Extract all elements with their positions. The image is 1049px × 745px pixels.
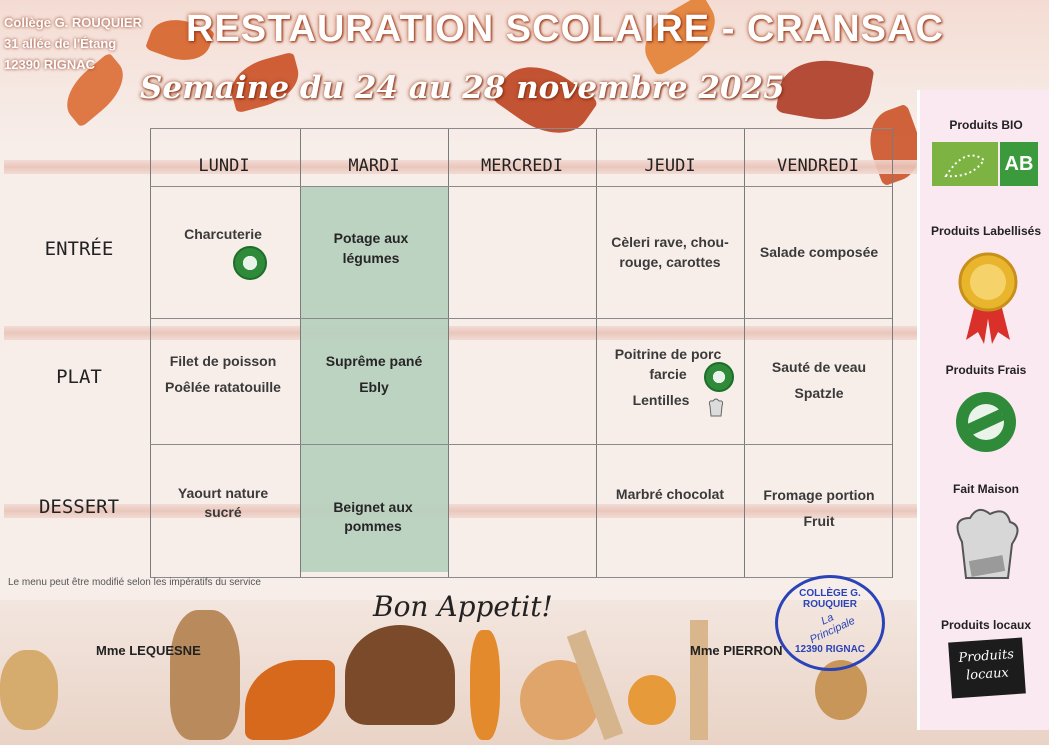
plat-mardi-main: Suprême pané — [325, 353, 423, 369]
plat-lundi-main: Filet de poisson — [169, 353, 277, 369]
entree-jeudi: Cèleri rave, chou-rouge, carottes — [611, 234, 729, 270]
school-address-block — [4, 12, 142, 75]
legend-maison-label: Fait Maison — [952, 482, 1019, 496]
fait-maison-icon — [708, 398, 724, 418]
entree-mardi: Potage aux légumes — [333, 230, 409, 266]
plat-mardi-side: Ebly — [359, 379, 389, 395]
row-label-dessert: DESSERT — [38, 496, 120, 518]
day-header-mercredi: MERCREDI — [481, 156, 563, 176]
dessert-lundi: Yaourt nature sucré — [177, 485, 269, 520]
dessert-vendredi-main: Fromage portion — [763, 487, 875, 503]
school-street: 31 allée de l'Étang — [4, 36, 117, 51]
bon-appetit-text: Bon Appetit! — [373, 590, 553, 623]
row-label-plat: PLAT — [56, 366, 102, 388]
grid-line — [150, 577, 892, 578]
legend-labellises-label: Produits Labellisés — [930, 224, 1042, 238]
plat-vendredi-side: Spatzle — [794, 385, 844, 401]
grid-line — [892, 128, 893, 578]
grid-line — [448, 128, 449, 578]
produit-frais-badge-icon — [954, 390, 1018, 454]
dessert-vendredi-side: Fruit — [803, 513, 835, 529]
day-header-jeudi: JEUDI — [644, 156, 696, 176]
school-city: 12390 RIGNAC — [4, 57, 96, 72]
row-label-entree: ENTRÉE — [44, 238, 114, 260]
plat-lundi — [150, 348, 296, 400]
grid-line — [150, 128, 892, 129]
plat-jeudi-main: Poitrine de porc farcie — [614, 346, 722, 382]
mushroom-decoration — [345, 625, 455, 725]
entree-lundi: Charcuterie — [184, 226, 262, 242]
dessert-vendredi — [746, 482, 892, 534]
grid-line — [150, 318, 892, 319]
medal-icon — [958, 250, 1018, 350]
signature-left: Mme LEQUESNE — [96, 643, 201, 658]
grid-line — [744, 128, 745, 578]
plat-lundi-side: Poêlée ratatouille — [165, 379, 281, 395]
plat-mardi — [301, 348, 447, 400]
produits-locaux-badge: Produits locaux — [948, 637, 1026, 698]
dessert-jeudi: Marbré chocolat — [615, 486, 725, 502]
legend-panel — [917, 90, 1049, 730]
entree-vendredi: Salade composée — [759, 244, 879, 260]
dessert-mardi: Beignet aux pommes — [333, 499, 413, 534]
leaf-decoration — [470, 630, 500, 740]
gourd-decoration — [628, 675, 676, 725]
eu-organic-leaf-icon — [932, 142, 998, 186]
menu-table — [4, 128, 892, 578]
produits-frais-icon — [704, 362, 734, 392]
day-header-vendredi: VENDREDI — [777, 156, 859, 176]
ab-logo-icon: AB — [1000, 142, 1038, 186]
row-divider-band — [4, 326, 924, 340]
legend-frais-label: Produits Frais — [945, 363, 1027, 377]
produits-frais-icon — [233, 246, 267, 280]
week-subtitle: Semaine du 24 au 28 novembre 2025 — [140, 70, 785, 106]
stamp-school-name: COLLÈGE G. ROUQUIER — [799, 588, 861, 610]
stamp-city: 12390 RIGNAC — [794, 644, 866, 655]
signature-right: Mme PIERRON — [690, 643, 783, 658]
day-header-lundi: LUNDI — [198, 156, 250, 176]
grid-line — [150, 444, 892, 445]
plat-vendredi — [746, 354, 892, 406]
grid-line — [150, 186, 892, 187]
day-header-mardi: MARDI — [348, 156, 400, 176]
stamp-role: La Principale — [808, 611, 857, 647]
menu-disclaimer: Le menu peut être modifié selon les impératifs du service — [8, 577, 261, 588]
cone-decoration — [170, 610, 240, 740]
stick-decoration — [690, 620, 708, 740]
legend-locaux-label: Produits locaux — [940, 618, 1032, 632]
legend-bio-label: Produits BIO — [949, 118, 1023, 132]
school-name: Collège G. ROUQUIER — [4, 15, 142, 30]
page-title: RESTAURATION SCOLAIRE - CRANSAC — [186, 8, 944, 50]
chef-hat-icon — [950, 504, 1022, 584]
plat-jeudi-side: Lentilles — [632, 392, 690, 408]
gourd-decoration — [0, 650, 58, 730]
grid-line — [596, 128, 597, 578]
plat-vendredi-main: Sauté de veau — [771, 359, 867, 375]
school-stamp — [775, 575, 885, 671]
